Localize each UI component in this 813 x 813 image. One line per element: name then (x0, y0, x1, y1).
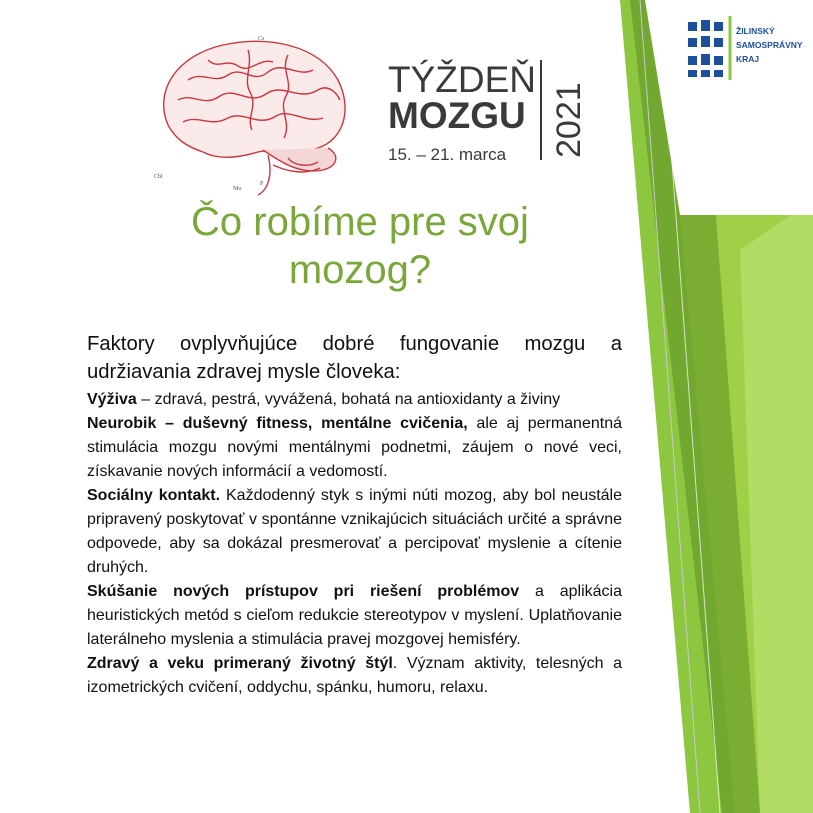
factor-description: Každodenný styk s inými núti mozog, aby bol neustále pripravený poskytovať v spontánne vznikajúcich situáciách určité a správne odpovede, aby sa dokázal presmerovať a percipovať myslenie a cítenie druhých. (87, 487, 623, 576)
zsk-line1: ŽILINSKÝ (736, 26, 775, 36)
partner-logos (682, 8, 807, 198)
tyzden-mozgu-logo (148, 30, 588, 200)
factor-item (87, 580, 622, 652)
factor-heading: Skúšanie nových prístupov pri riešení problémov (87, 583, 520, 600)
factor-description: ale aj permanentná stimulácia mozgu novými mentálnymi podnetmi, záujem o nové veci, získavanie nových informácií a vedomostí. (87, 415, 622, 480)
brain-label-cbl: Cbl (154, 174, 163, 180)
factor-description: . Význam aktivity, telesných a izometrických cvičení, oddychu, spánku, humoru, relaxu. (87, 655, 623, 696)
zsk-line2: SAMOSPRÁVNY (736, 40, 803, 50)
factor-description: – zdravá, pestrá, vyvážená, bohatá na antioxidanty a živiny (136, 391, 561, 408)
event-dates: 15. – 21. marca (388, 145, 507, 164)
brain-illustration (164, 41, 345, 195)
factor-heading: Sociálny kontakt. (87, 487, 221, 504)
zsk-line3: KRAJ (736, 54, 760, 64)
kysucka-kniznica-logo (696, 93, 778, 194)
slide-title: Čo robíme pre svoj mozog? (191, 200, 529, 292)
event-name-line1: TÝŽDEŇ (388, 59, 536, 100)
event-year: 2021 (550, 82, 588, 158)
factors-list (87, 388, 622, 700)
factor-heading: Neurobik – duševný fitness, mentálne cvičenia, (87, 415, 468, 432)
factor-heading: Zdravý a veku primeraný životný štýl (87, 655, 393, 672)
library-mark: K⋲K (721, 142, 759, 159)
event-name-line2: MOZGU (388, 95, 526, 136)
library-name-bottom: V ČADCI (723, 185, 757, 194)
library-name-top: KYSUCKÁ KNIŽNICA (696, 93, 759, 145)
factor-item (87, 412, 622, 484)
factor-item (87, 484, 622, 580)
factor-item (87, 652, 622, 700)
factor-description: a aplikácia heuristických metód s cieľom redukcie stereotypov v myslení. Uplatňovanie laterálneho myslenia a stimulácia pravej mozgovej hemisféry. (87, 583, 622, 648)
brain-label-p: P (260, 181, 264, 187)
brain-label-mo: Mo (233, 186, 242, 192)
factor-heading: Výživa (87, 391, 137, 408)
factor-item (87, 388, 622, 412)
zsk-logo (685, 13, 803, 83)
intro-text: Faktory ovplyvňujúce dobré fungovanie mozgu a udržiavania zdravej mysle človeka: (87, 333, 622, 383)
brain-label-cs: Cs (258, 36, 265, 42)
